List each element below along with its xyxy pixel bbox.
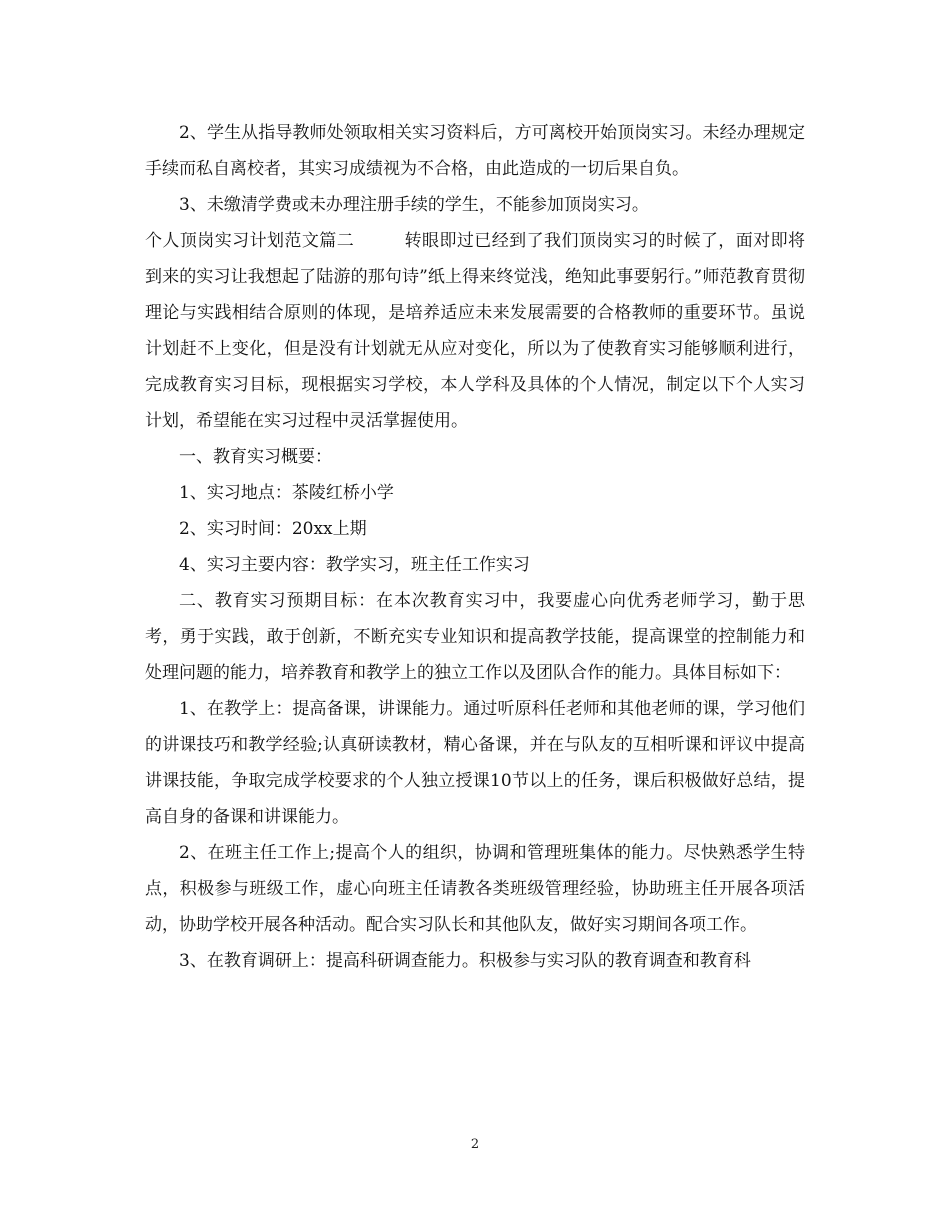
section-heading: 个人顶岗实习计划范文篇二 <box>145 231 355 251</box>
paragraph-time: 2、实习时间：20xx上期 <box>179 519 367 539</box>
paragraph-teaching: 1、在教学上：提高备课，讲课能力。通过听原科任老师和其他老师的课，学习他们的讲课技巧和教学经验;认真研读教材，精心备课，并在与队友的互相听课和评议中提高讲课技能，争取完成学校要求的个人独立授课10节以上的任务，课后积极做好总结，提高自身的备课和讲课能力。 <box>145 699 805 827</box>
paragraph-content: 4、实习主要内容：教学实习，班主任工作实习 <box>179 555 530 575</box>
section-intro-text: 转眼即过已经到了我们顶岗实习的时候了，面对即将到来的实习让我想起了陆游的那句诗”纸上得来终觉浅，绝知此事要躬行。”师范教育贯彻理论与实践相结合原则的体现，是培养适应未来发展需要的合格教师的重要环节。虽说计划赶不上变化，但是没有计划就无从应对变化，所以为了使教育实习能够顺利进行，完成教育实习目标，现根据实习学校，本人学科及具体的个人情况，制定以下个人实习计划，希望能在实习过程中灵活掌握使用。 <box>145 231 806 431</box>
document-body <box>145 115 805 979</box>
paragraph-class-teacher: 2、在班主任工作上;提高个人的组织，协调和管理班集体的能力。尽快熟悉学生特点，积极参与班级工作，虚心向班主任请教各类班级管理经验，协助班主任开展各项活动，协助学校开展各种活动。配合实习队长和其他队友，做好实习期间各项工作。 <box>145 843 805 935</box>
paragraph-overview-heading: 一、教育实习概要： <box>179 447 332 467</box>
paragraph-tuition: 3、未缴清学费或未办理注册手续的学生，不能参加顶岗实习。 <box>179 195 649 215</box>
section-intro-block <box>145 223 805 439</box>
page-number: 2 <box>470 1137 480 1152</box>
paragraph-leave-school: 2、学生从指导教师处领取相关实习资料后，方可离校开始顶岗实习。未经办理规定手续而私自离校者，其实习成绩视为不合格，由此造成的一切后果自负。 <box>145 123 805 179</box>
paragraph-research: 3、在教育调研上：提高科研调查能力。积极参与实习队的教育调查和教育科 <box>179 951 751 971</box>
paragraph-location: 1、实习地点：茶陵红桥小学 <box>179 483 394 503</box>
paragraph-goals: 二、教育实习预期目标：在本次教育实习中，我要虚心向优秀老师学习，勤于思考，勇于实践，敢于创新，不断充实专业知识和提高教学技能，提高课堂的控制能力和处理问题的能力，培养教育和教学上的独立工作以及团队合作的能力。具体目标如下： <box>145 591 805 683</box>
